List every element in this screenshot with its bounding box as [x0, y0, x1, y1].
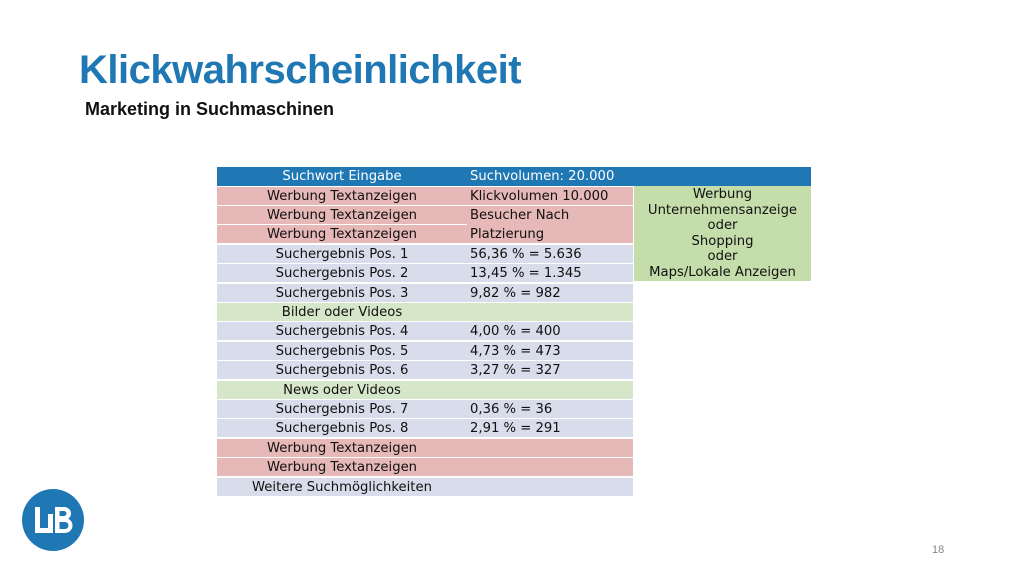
row-value: Klickvolumen 10.000: [470, 188, 609, 204]
side-ad-line: Maps/Lokale Anzeigen: [649, 264, 796, 280]
row-label: Suchergebnis Pos. 2: [275, 266, 409, 282]
header-search-volume: Suchvolumen: 20.000: [470, 169, 615, 184]
table-row: [217, 381, 633, 399]
row-label: Werbung Textanzeigen: [266, 207, 418, 223]
row-value: Besucher Nach: [470, 207, 570, 223]
row-value: 2,91 % = 291: [470, 421, 561, 437]
header-search-term: Suchwort Eingabe: [282, 169, 402, 184]
wb-logo-icon: [20, 487, 86, 553]
row-label: Werbung Textanzeigen: [266, 440, 418, 456]
row-label: Bilder oder Videos: [281, 304, 403, 320]
row-label: Suchergebnis Pos. 8: [275, 421, 409, 437]
row-label: Suchergebnis Pos. 5: [275, 343, 409, 359]
table-row: [217, 478, 633, 496]
row-value: 4,00 % = 400: [470, 324, 561, 340]
page-number: 18: [932, 544, 945, 556]
row-label: Werbung Textanzeigen: [266, 460, 418, 476]
side-ad-line: oder: [707, 218, 738, 234]
row-label: Werbung Textanzeigen: [266, 188, 418, 204]
table-header-row: [217, 167, 811, 186]
row-label: Suchergebnis Pos. 4: [275, 324, 409, 340]
side-ad-line: Unternehmensanzeige: [647, 202, 798, 218]
row-value: 3,27 % = 327: [470, 363, 561, 379]
row-label: News oder Videos: [283, 382, 401, 398]
side-ad-line: Werbung: [692, 187, 753, 202]
click-probability-table: [217, 167, 811, 496]
row-label: Suchergebnis Pos. 7: [275, 401, 409, 417]
row-label: Suchergebnis Pos. 6: [275, 363, 409, 379]
table-row: [217, 303, 633, 321]
table-row: [217, 439, 633, 457]
merged-cell-fill: [467, 224, 633, 226]
row-value: 56,36 % = 5.636: [470, 246, 582, 262]
slide-title: Klickwahrscheinlichkeit: [79, 48, 522, 92]
row-label: Werbung Textanzeigen: [266, 227, 418, 243]
row-value: 0,36 % = 36: [470, 401, 553, 417]
slide-subtitle: Marketing in Suchmaschinen: [85, 99, 335, 119]
side-ad-line: oder: [707, 249, 738, 265]
side-ad-box: [634, 186, 811, 281]
table-row: [217, 458, 633, 476]
row-label: Suchergebnis Pos. 1: [275, 246, 409, 262]
row-label: Suchergebnis Pos. 3: [275, 285, 409, 301]
row-value: 9,82 % = 982: [470, 285, 561, 301]
row-value: Platzierung: [470, 227, 545, 243]
row-value: 4,73 % = 473: [470, 343, 561, 359]
row-value: 13,45 % = 1.345: [470, 266, 582, 282]
row-label: Weitere Suchmöglichkeiten: [252, 479, 432, 495]
side-ad-line: Shopping: [691, 233, 754, 249]
